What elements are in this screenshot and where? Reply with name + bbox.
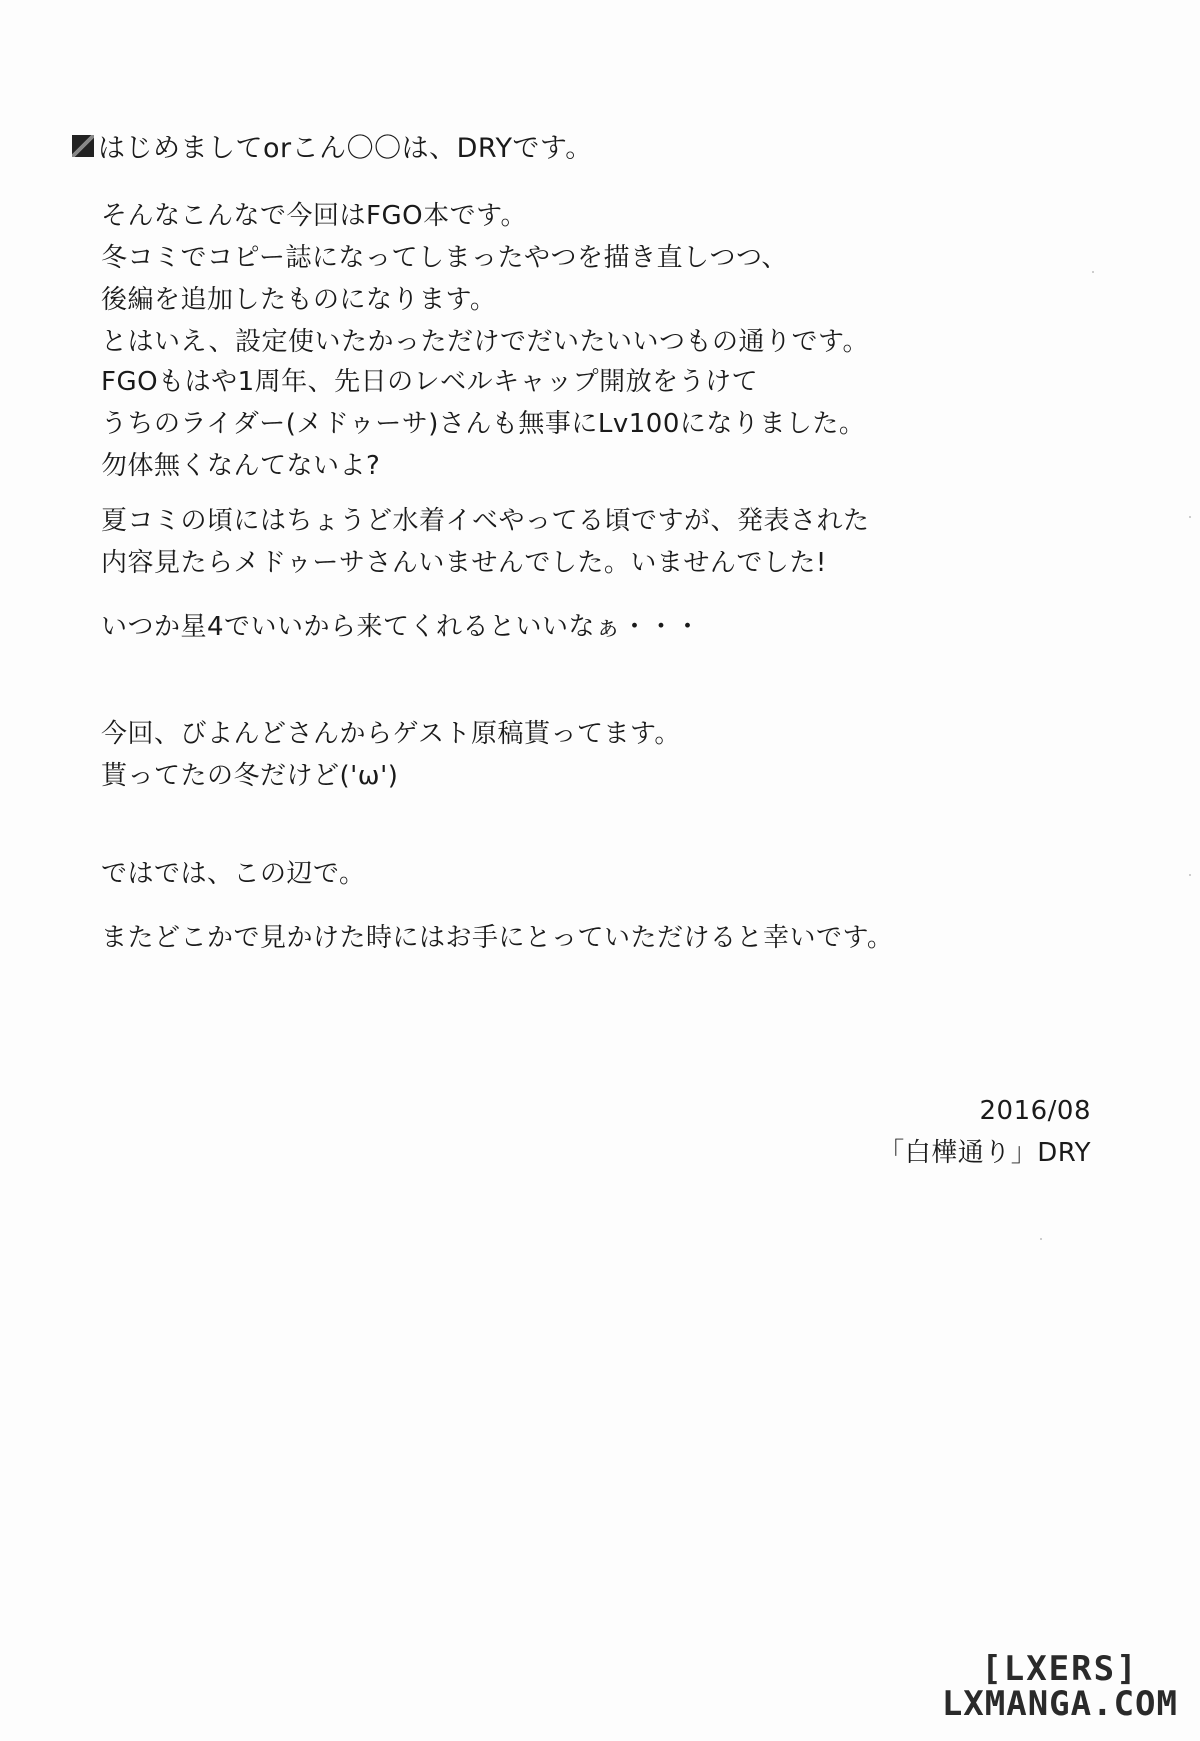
text-line: 後編を追加したものになります。 <box>101 285 497 315</box>
text-line: ではでは、この辺で。 <box>101 859 366 889</box>
paragraph-5 <box>101 713 681 797</box>
square-bullet-icon <box>72 135 94 157</box>
text-line: またどこかで見かけた時にはお手にとっていただけると幸いです。 <box>101 923 894 953</box>
watermark-line-1: [LXERS] <box>981 1648 1139 1689</box>
text-line: 夏コミの頃にはちょうど水着イベやってる頃ですが、発表された <box>101 506 870 536</box>
paragraph-1 <box>101 195 869 363</box>
heading-text: はじめましてorこん〇〇は、DRYです。 <box>98 133 593 164</box>
text-line: そんなこんなで今回はFGO本です。 <box>101 201 527 231</box>
watermark-line-2: LXMANGA.COM <box>941 1684 1178 1725</box>
paragraph-6 <box>101 853 365 895</box>
signature-date: 2016/08 <box>979 1096 1091 1126</box>
speck <box>1092 271 1094 273</box>
paragraph-3 <box>101 500 870 584</box>
signature-name: 「白樺通り」DRY <box>878 1138 1091 1168</box>
heading <box>72 126 593 165</box>
speck <box>1189 874 1191 876</box>
speck <box>1189 516 1191 518</box>
paragraph-2 <box>101 361 865 487</box>
signature <box>878 1090 1091 1174</box>
text-line: 貰ってたの冬だけど('ω') <box>101 761 399 791</box>
paragraph-7 <box>101 917 893 959</box>
text-line: うちのライダー(メドゥーサ)さんも無事にLv100になりました。 <box>101 409 866 439</box>
watermark <box>941 1648 1178 1725</box>
text-line: とはいえ、設定使いたかっただけでだいたいいつもの通りです。 <box>101 327 869 357</box>
text-line: 冬コミでコピー誌になってしまったやつを描き直しつつ、 <box>101 243 788 273</box>
text-line: 勿体無くなんてないよ? <box>101 451 381 481</box>
text-line: 今回、びよんどさんからゲスト原稿貰ってます。 <box>101 719 681 749</box>
paragraph-4 <box>101 606 701 648</box>
text-line: 内容見たらメドゥーサさんいませんでした。いませんでした! <box>101 548 827 578</box>
speck <box>1040 1238 1042 1240</box>
text-line: いつか星4でいいから来てくれるといいなぁ・・・ <box>101 612 702 642</box>
text-line: FGOもはや1周年、先日のレベルキャップ開放をうけて <box>101 367 759 397</box>
